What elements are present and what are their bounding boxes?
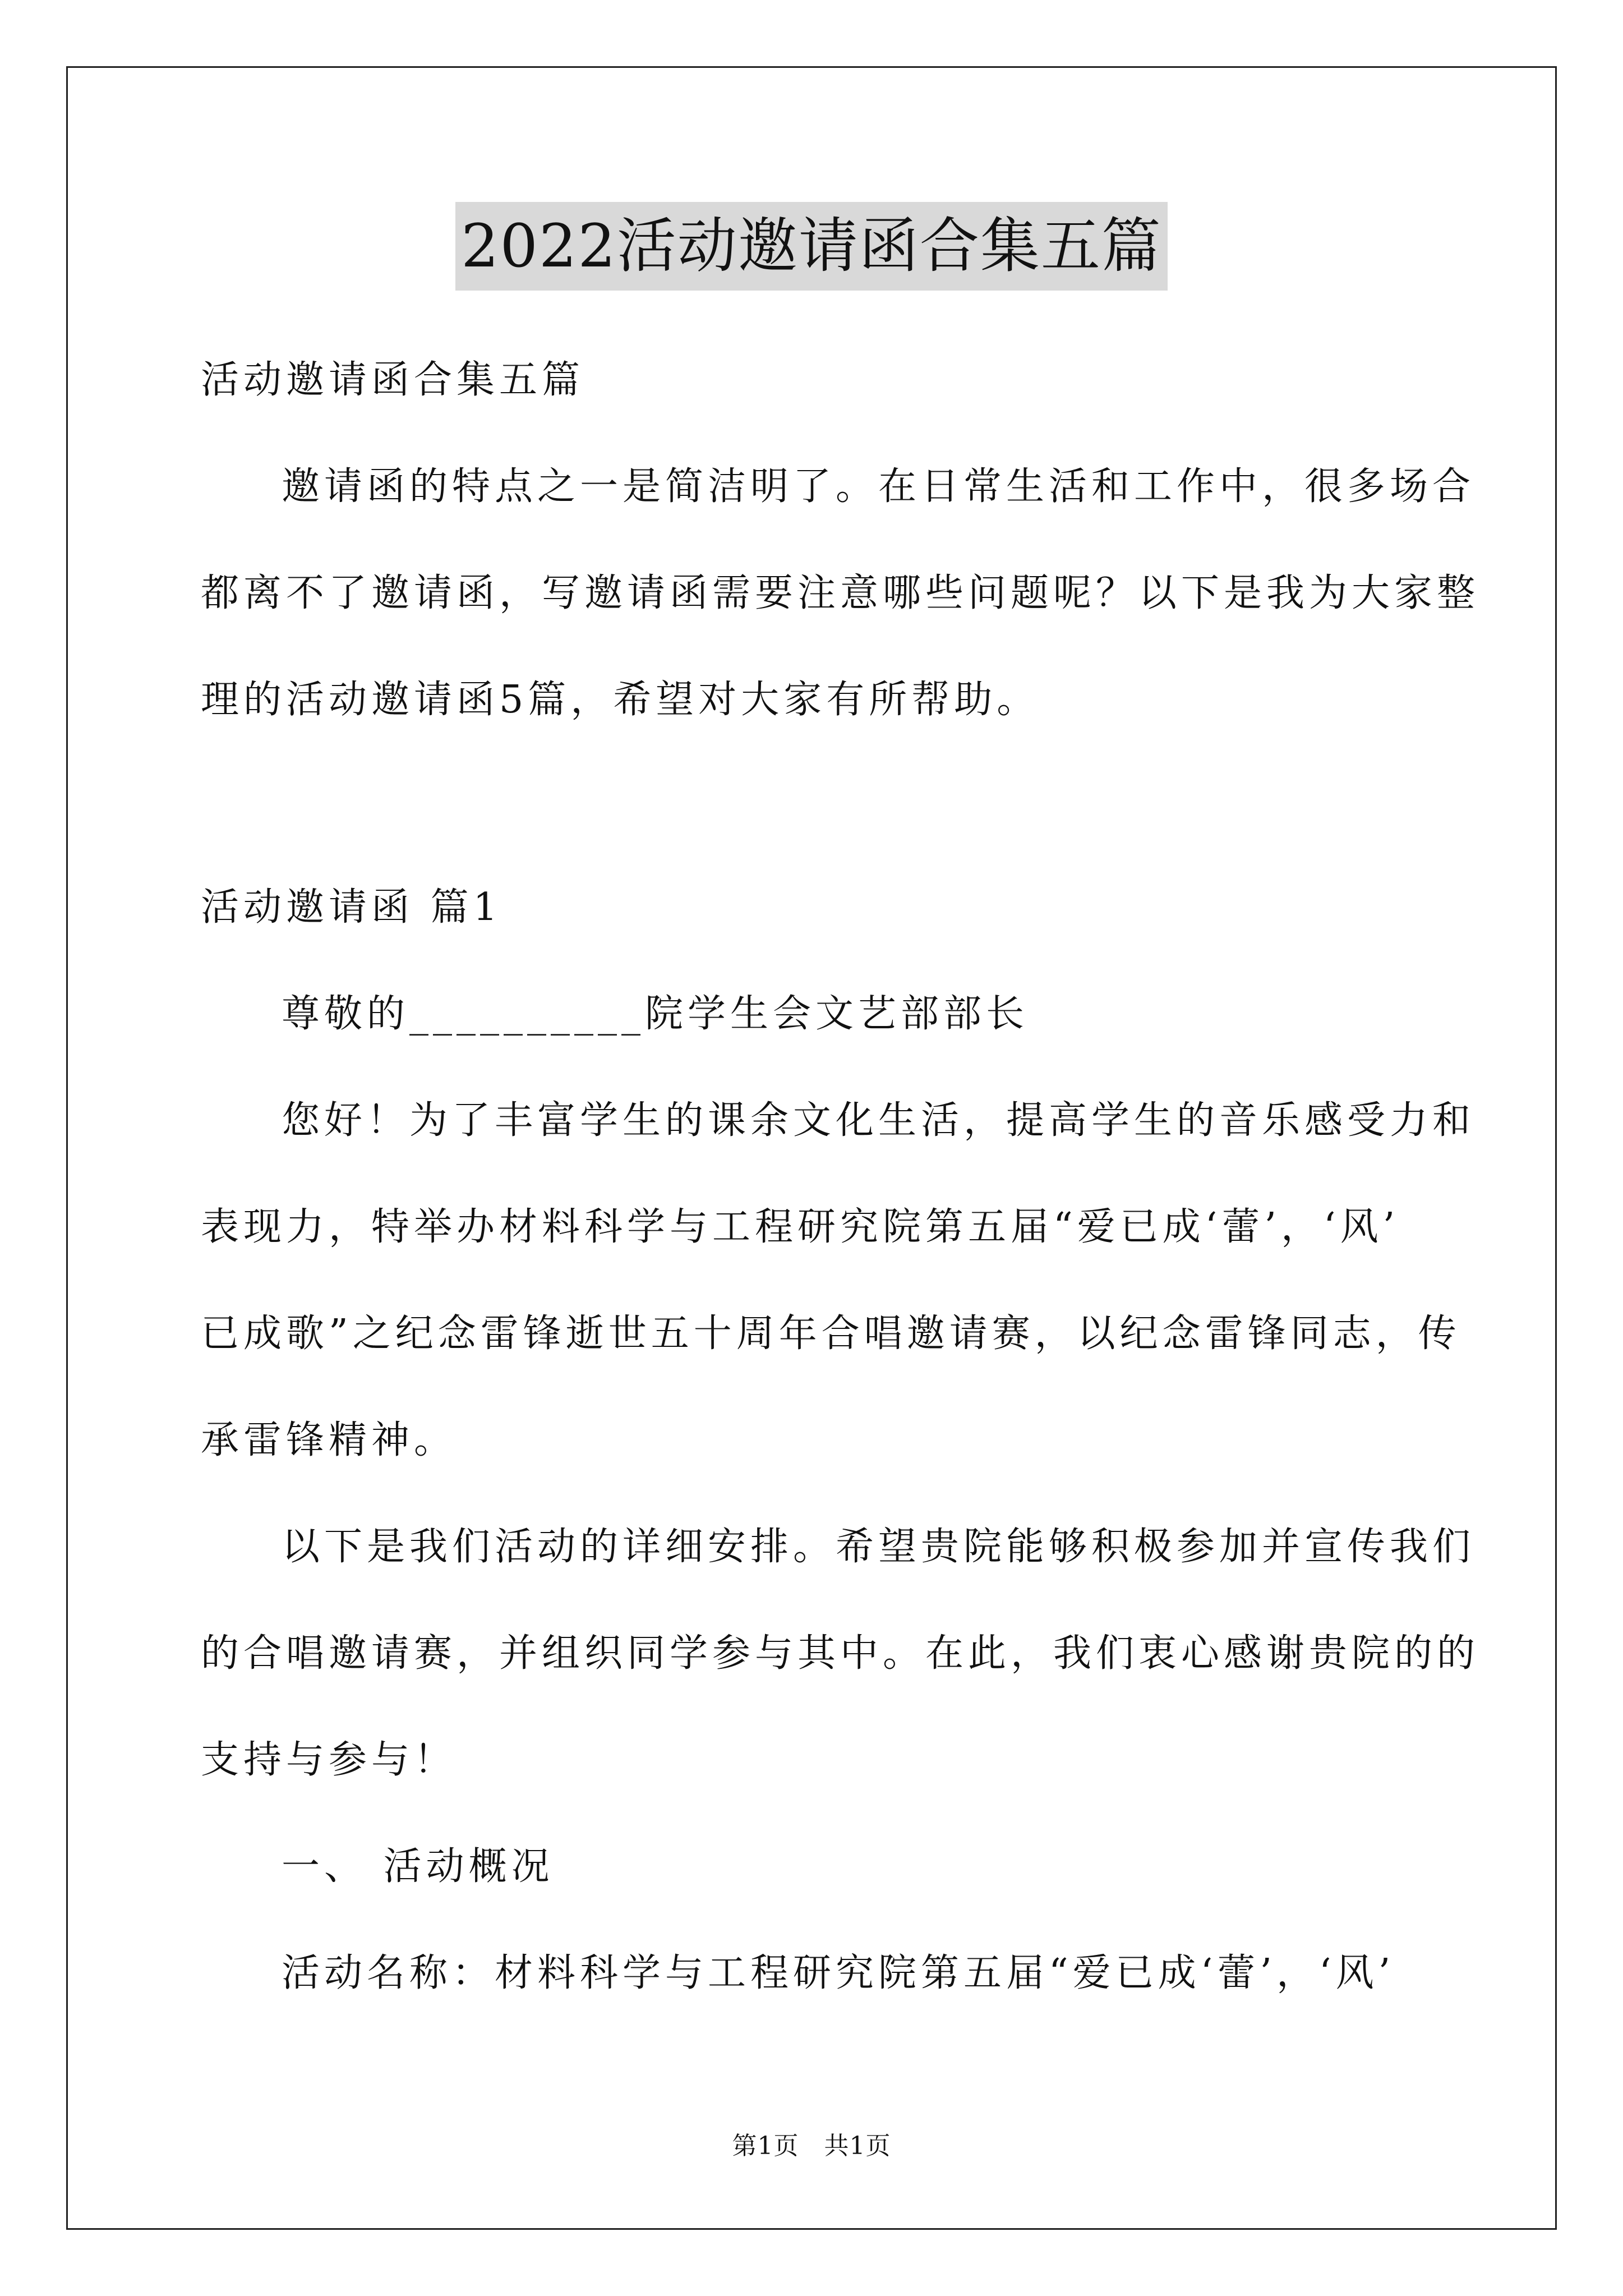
- body-paragraph-line: 的合唱邀请赛，并组织同学参与其中。在此，我们衷心感谢贵院的的: [201, 1631, 1480, 1676]
- outline-heading: 一、 活动概况: [282, 1844, 554, 1889]
- intro-paragraph-line: 邀请函的特点之一是简洁明了。在日常生活和工作中，很多场合: [282, 464, 1476, 509]
- title-container: [0, 202, 1623, 291]
- body-paragraph-line: 支持与参与！: [201, 1738, 457, 1782]
- body-paragraph-line: 已成歌”之纪念雷锋逝世五十周年合唱邀请赛，以纪念雷锋同志，传: [201, 1312, 1461, 1356]
- section-heading: 活动邀请函 篇1: [201, 885, 502, 930]
- intro-paragraph-line: 都离不了邀请函，写邀请函需要注意哪些问题呢？以下是我为大家整: [201, 571, 1480, 615]
- body-paragraph-line: 您好！为了丰富学生的课余文化生活，提高学生的音乐感受力和: [282, 1098, 1476, 1143]
- salutation-line: 尊敬的__________院学生会文艺部部长: [282, 992, 1029, 1036]
- document-title: 2022活动邀请函合集五篇: [455, 202, 1168, 291]
- page-footer: 第1页 共1页: [732, 2132, 891, 2160]
- subtitle-line: 活动邀请函合集五篇: [201, 358, 585, 402]
- body-paragraph-line: 表现力，特举办材料科学与工程研究院第五届“爱已成‘蕾’，‘风’: [201, 1205, 1400, 1249]
- intro-paragraph-line: 理的活动邀请函5篇，希望对大家有所帮助。: [201, 678, 1040, 722]
- activity-name-line: 活动名称：材料科学与工程研究院第五届“爱已成‘蕾’，‘风’: [282, 1951, 1395, 1995]
- body-paragraph-line: 以下是我们活动的详细安排。希望贵院能够积极参加并宣传我们: [282, 1525, 1476, 1569]
- body-paragraph-line: 承雷锋精神。: [201, 1418, 457, 1462]
